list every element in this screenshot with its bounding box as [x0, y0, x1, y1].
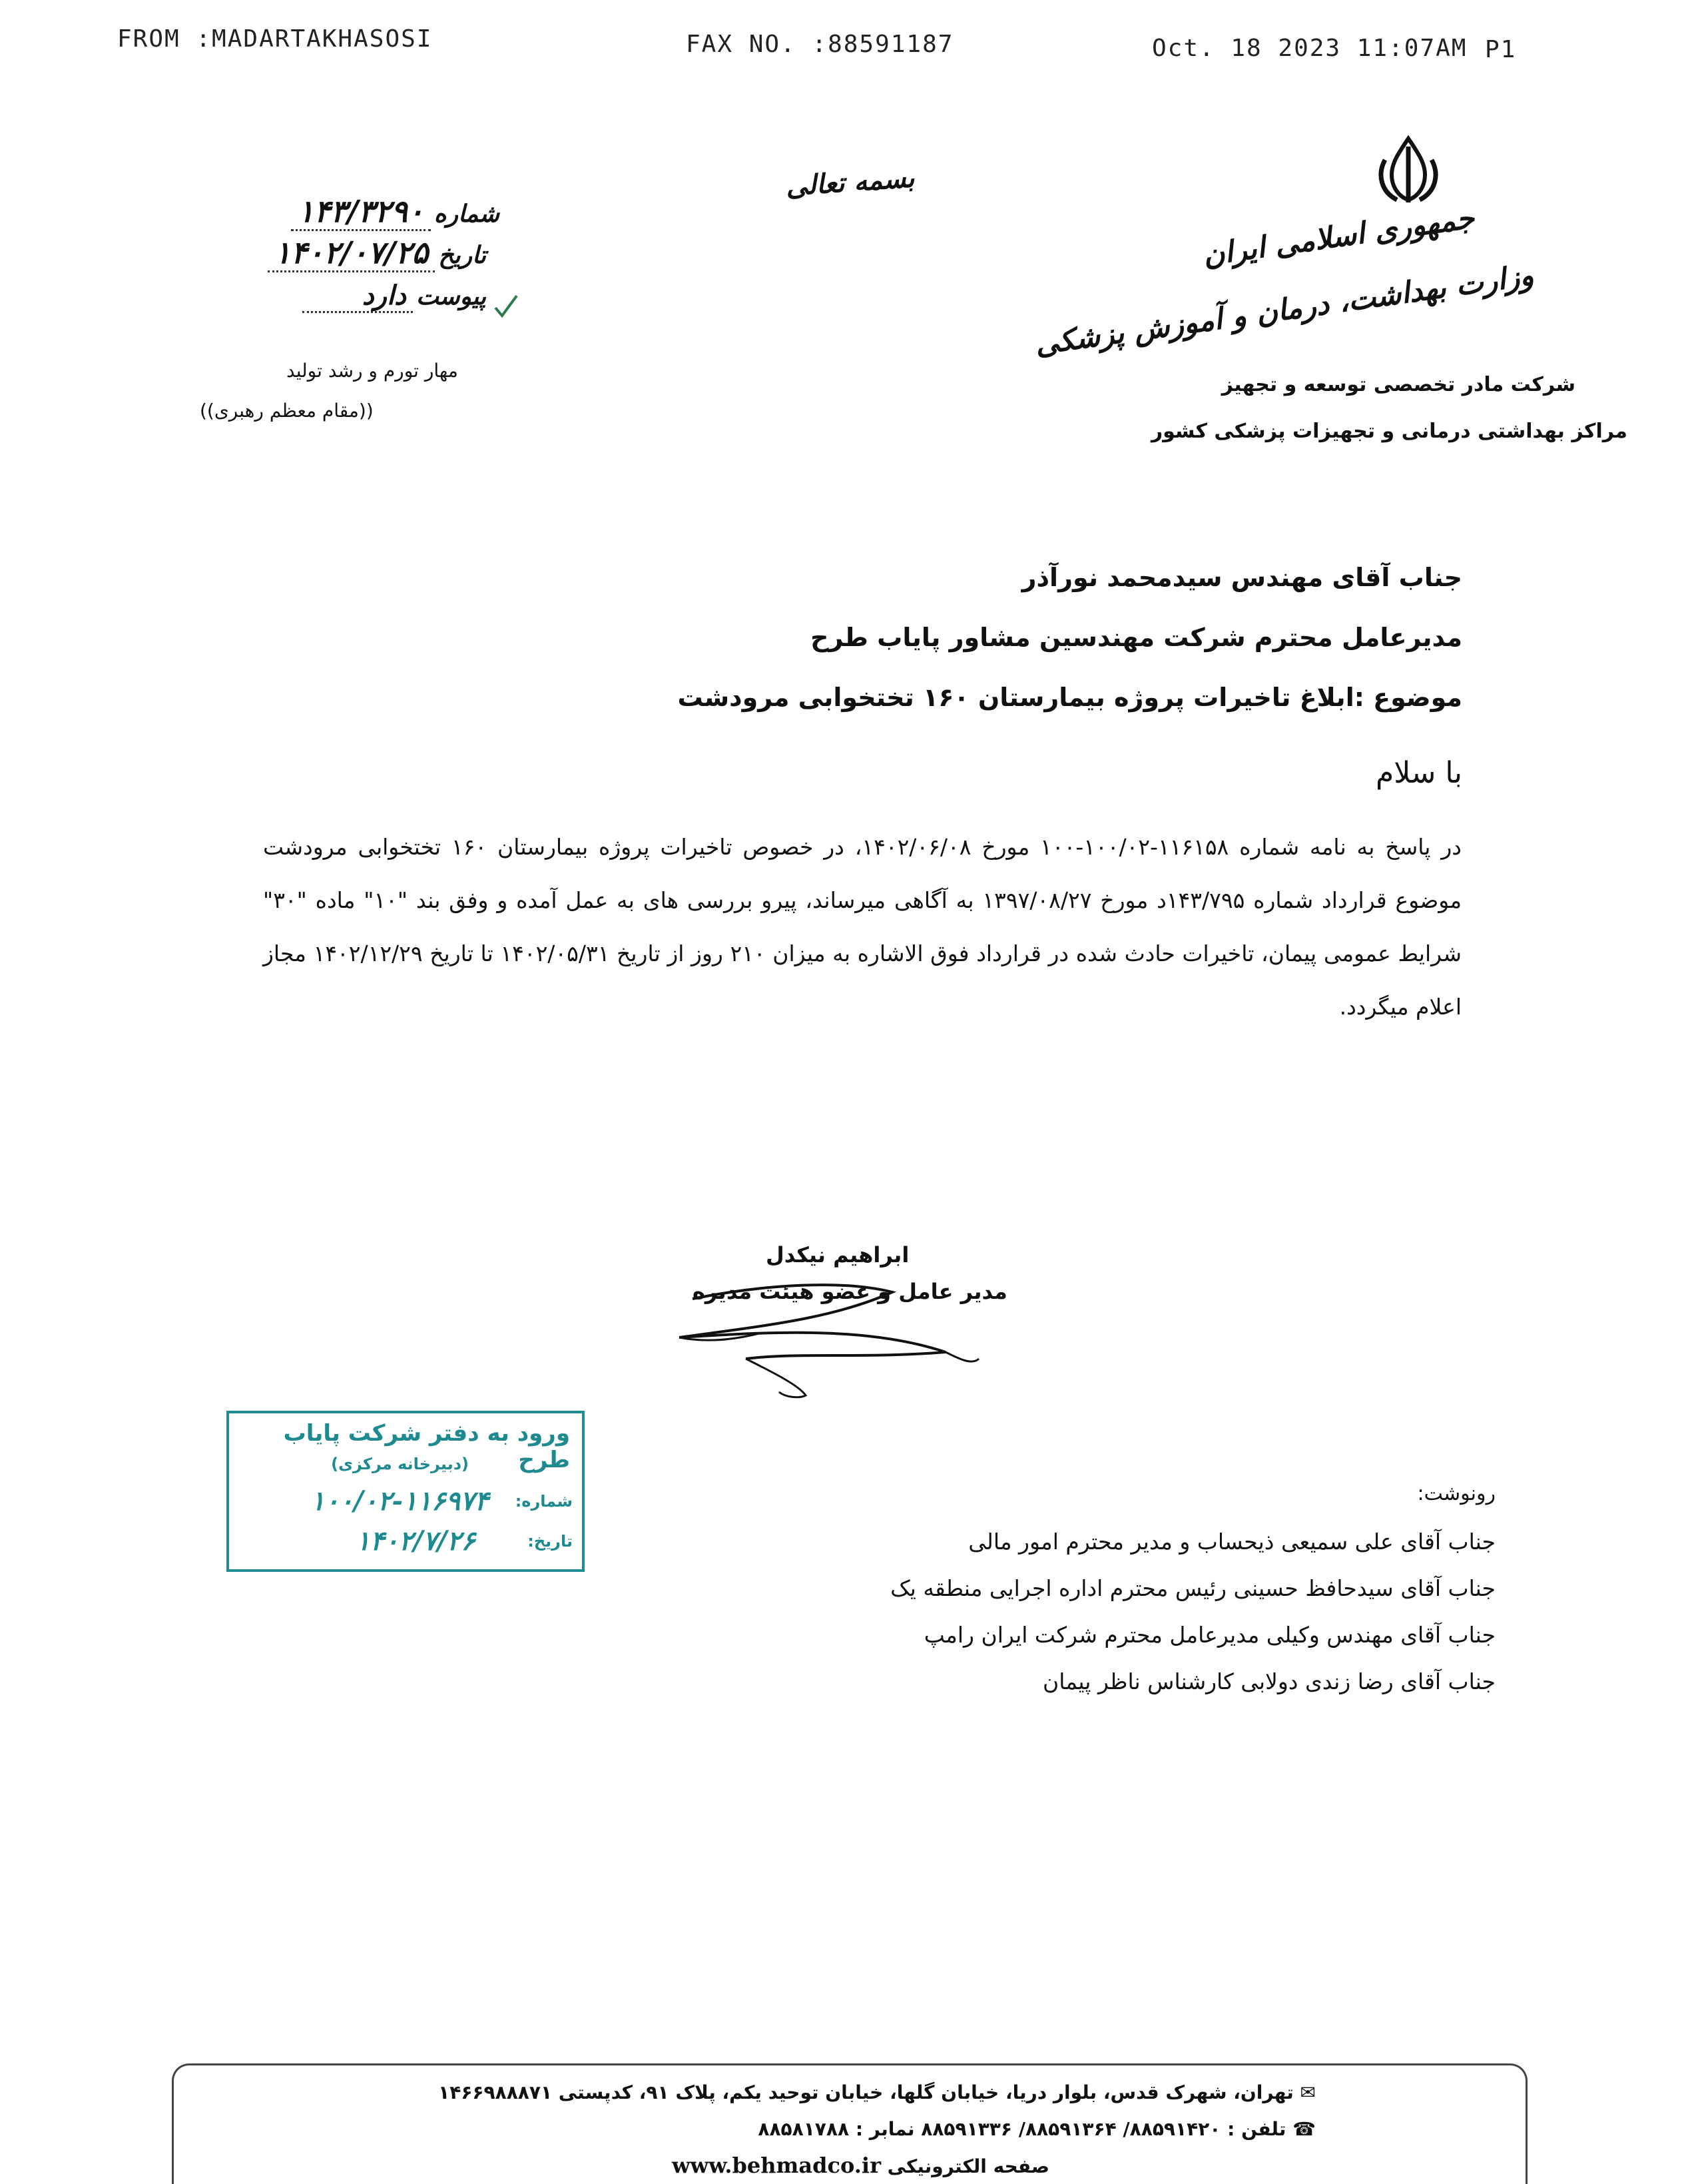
cc-line: جناب آقای علی سمیعی ذیحساب و مدیر محترم امور مالی: [968, 1529, 1496, 1555]
footer-address: تهران، شهرک قدس، بلوار دریا، خیابان گلها، خیابان توحید یکم، پلاک ۹۱، کدپستی ۱۴۶۶۹۸۸۸۷۱: [438, 2081, 1294, 2103]
signatory-title: مدیر عامل و عضو هیئت مدیره: [693, 1279, 1007, 1304]
cc-line: جناب آقای مهندس وکیلی مدیرعامل محترم شرکت ایران رامپ: [924, 1622, 1496, 1648]
iran-emblem-icon: [1372, 133, 1445, 206]
ref-number-row: [280, 193, 499, 229]
footer-phone: تلفن : ۸۸۵۹۱۴۲۰/ ۸۸۵۹۱۳۶۴/ ۸۸۵۹۱۳۳۶ نمابر : ۸۸۵۸۱۷۸۸: [758, 2118, 1286, 2140]
ref-attachment-value: دارد: [302, 280, 413, 313]
ref-date-value: ۱۴۰۲/۰۷/۲۵: [268, 234, 435, 272]
footer-web-label: صفحه الکترونیکی: [887, 2155, 1049, 2177]
footer-phone-row: [758, 2118, 1316, 2140]
letterhead-company-line1: شرکت مادر تخصصی توسعه و تجهیز: [1221, 373, 1575, 396]
letterhead-ministry: وزارت بهداشت، درمان و آموزش پزشکی: [1032, 258, 1536, 362]
phone-icon: ☎: [1286, 2118, 1316, 2140]
footer-web-link[interactable]: www.behmadco.ir: [671, 2153, 881, 2178]
stamp-number-value: ۱۰۰/۰۲-۱۱۶۹۷۴: [310, 1485, 489, 1517]
stamp-date-label: تاریخ:: [527, 1532, 573, 1551]
cc-label: رونوشت:: [1417, 1482, 1496, 1505]
signatory-name: ابراهیم نیکدل: [766, 1242, 910, 1268]
handwritten-signature: [666, 1259, 985, 1405]
letter-body: در پاسخ به نامه شماره ۱۱۶۱۵۸-۱۰۰/۰۲-۱۰۰ مورخ ۱۴۰۲/۰۶/۰۸، در خصوص تاخیرات پروژه بیمارستان ۱۶۰ تختخوابی مرودشت موضوع قرارداد شماره ۱۴۳/۷۹۵د مورخ ۱۳۹۷/۰۸/۲۷ به آگاهی میرساند، پیرو بررسی های به عمل آمده و وفق بند "۱۰" ماده "۳۰" شرایط عمومی پیمان، تاخیرات حادث شده در قرارداد فوق الاشاره به میزان ۲۱۰ روز از تاریخ ۱۴۰۲/۰۵/۳۱ تا تاریخ ۱۴۰۲/۱۲/۲۹ مجاز اعلام میگردد.: [263, 834, 1462, 1020]
slogan-line2: ((مقام معظم رهبری)): [200, 400, 374, 422]
recipient-title: مدیرعامل محترم شرکت مهندسین مشاور پایاب طرح: [810, 623, 1462, 652]
slogan-line1: مهار تورم و رشد تولید: [286, 360, 458, 382]
stamp-title: ورود به دفتر شرکت پایاب طرح: [283, 1420, 570, 1473]
receipt-stamp: [226, 1411, 585, 1572]
footer-web-row: [672, 2153, 1049, 2178]
address-icon: ✉: [1293, 2081, 1316, 2103]
recipient-name: جناب آقای مهندس سیدمحمد نورآذر: [1021, 563, 1462, 592]
invocation: بسمه تعالی: [784, 162, 916, 202]
letterhead-republic: جمهوری اسلامی ایران: [1201, 200, 1477, 273]
ref-date-row: [246, 234, 486, 270]
letterhead-company-line2: مراکز بهداشتی درمانی و تجهیزات پزشکی کشور: [1151, 420, 1627, 443]
fax-number: FAX NO. :88591187: [686, 31, 954, 58]
greeting: با سلام: [1375, 756, 1462, 790]
stamp-subtitle: (دبیرخانه مرکزی): [331, 1455, 469, 1473]
letter-subject: موضوع :ابلاغ تاخیرات پروژه بیمارستان ۱۶۰ تختخوابی مرودشت: [677, 683, 1462, 712]
stamp-number-label: شماره:: [515, 1492, 573, 1511]
fax-from: FROM :MADARTAKHASOSI: [117, 25, 433, 53]
stamp-date-value: ۱۴۰۲/۷/۲۶: [356, 1525, 475, 1557]
fax-page: P1: [1485, 36, 1517, 63]
ref-attachment-label: پیوست: [416, 282, 486, 310]
fax-datetime: Oct. 18 2023 11:07AM: [1152, 35, 1468, 62]
cc-line: جناب آقای رضا زندی دولابی کارشناس ناظر پیمان: [1042, 1668, 1496, 1694]
ref-number-value: ۱۴۳/۳۲۹۰: [291, 193, 431, 231]
checkmark-icon: [493, 293, 519, 320]
ref-date-label: تاریخ: [438, 241, 486, 269]
ref-number-label: شماره: [433, 200, 499, 228]
cc-line: جناب آقای سیدحافظ حسینی رئیس محترم اداره اجرایی منطقه یک: [890, 1575, 1496, 1601]
footer-address-row: [438, 2081, 1316, 2103]
ref-attachment-row: [260, 280, 486, 311]
